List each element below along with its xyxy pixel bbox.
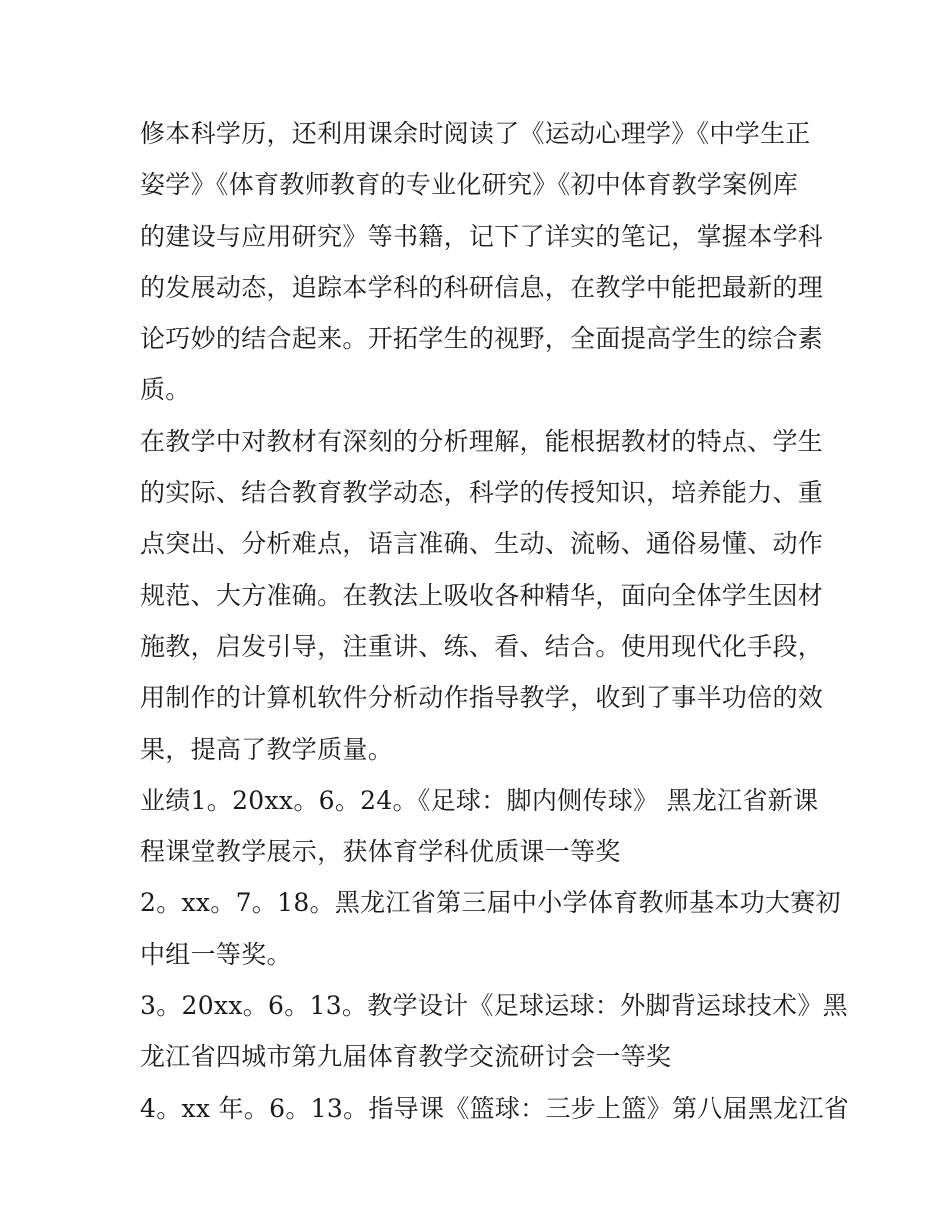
text-line: 4。xx 年。6。13。指导课《篮球：三步上篮》第八届黑龙江省	[140, 1093, 850, 1123]
text-line: 质。	[140, 375, 191, 405]
body-text	[140, 108, 850, 1134]
text-line: 用制作的计算机软件分析动作指导教学，收到了事半功倍的效	[140, 683, 824, 713]
text-line: 的发展动态，追踪本学科的科研信息，在教学中能把最新的理	[140, 272, 824, 302]
text-line: 施教，启发引导，注重讲、练、看、结合。使用现代化手段，	[140, 631, 824, 661]
text-line: 的建设与应用研究》等书籍，记下了详实的笔记，掌握本学科	[140, 221, 824, 251]
text-line: 点突出、分析难点，语言准确、生动、流畅、通俗易懂、动作	[140, 529, 824, 559]
text-line: 中组一等奖。	[140, 939, 292, 969]
text-line: 论巧妙的结合起来。开拓学生的视野，全面提高学生的综合素	[140, 324, 824, 354]
text-line: 在教学中对教材有深刻的分析理解，能根据教材的特点、学生	[140, 426, 824, 456]
text-line: 2。xx。7。18。黑龙江省第三届中小学体育教师基本功大赛初	[140, 888, 841, 918]
text-line: 龙江省四城市第九届体育教学交流研讨会一等奖	[140, 1042, 672, 1072]
text-line: 修本科学历，还利用课余时阅读了《运动心理学》《中学生正	[140, 119, 811, 148]
text-line: 果，提高了教学质量。	[140, 734, 394, 764]
paragraph-study-background	[140, 108, 830, 416]
text-line: 姿学》《体育教师教育的专业化研究》《初中体育教学案例库	[140, 170, 799, 200]
paragraph-achievement-4	[140, 1083, 850, 1134]
text-line: 的实际、结合教育教学动态，科学的传授知识，培养能力、重	[140, 478, 824, 508]
text-line: 程课堂教学展示，获体育学科优质课一等奖	[140, 837, 621, 867]
paragraph-achievement-2	[140, 877, 841, 980]
paragraph-teaching-method	[140, 416, 830, 775]
text-line: 业绩1。20xx。6。24。《足球：脚内侧传球》 黑龙江省新课	[140, 785, 819, 815]
paragraph-achievement-3	[140, 980, 848, 1083]
paragraph-achievement-1	[140, 775, 830, 878]
text-line: 3。20xx。6。13。教学设计《足球运球：外脚背运球技术》黑	[140, 991, 848, 1021]
text-line: 规范、大方准确。在教法上吸收各种精华，面向全体学生因材	[140, 580, 824, 610]
